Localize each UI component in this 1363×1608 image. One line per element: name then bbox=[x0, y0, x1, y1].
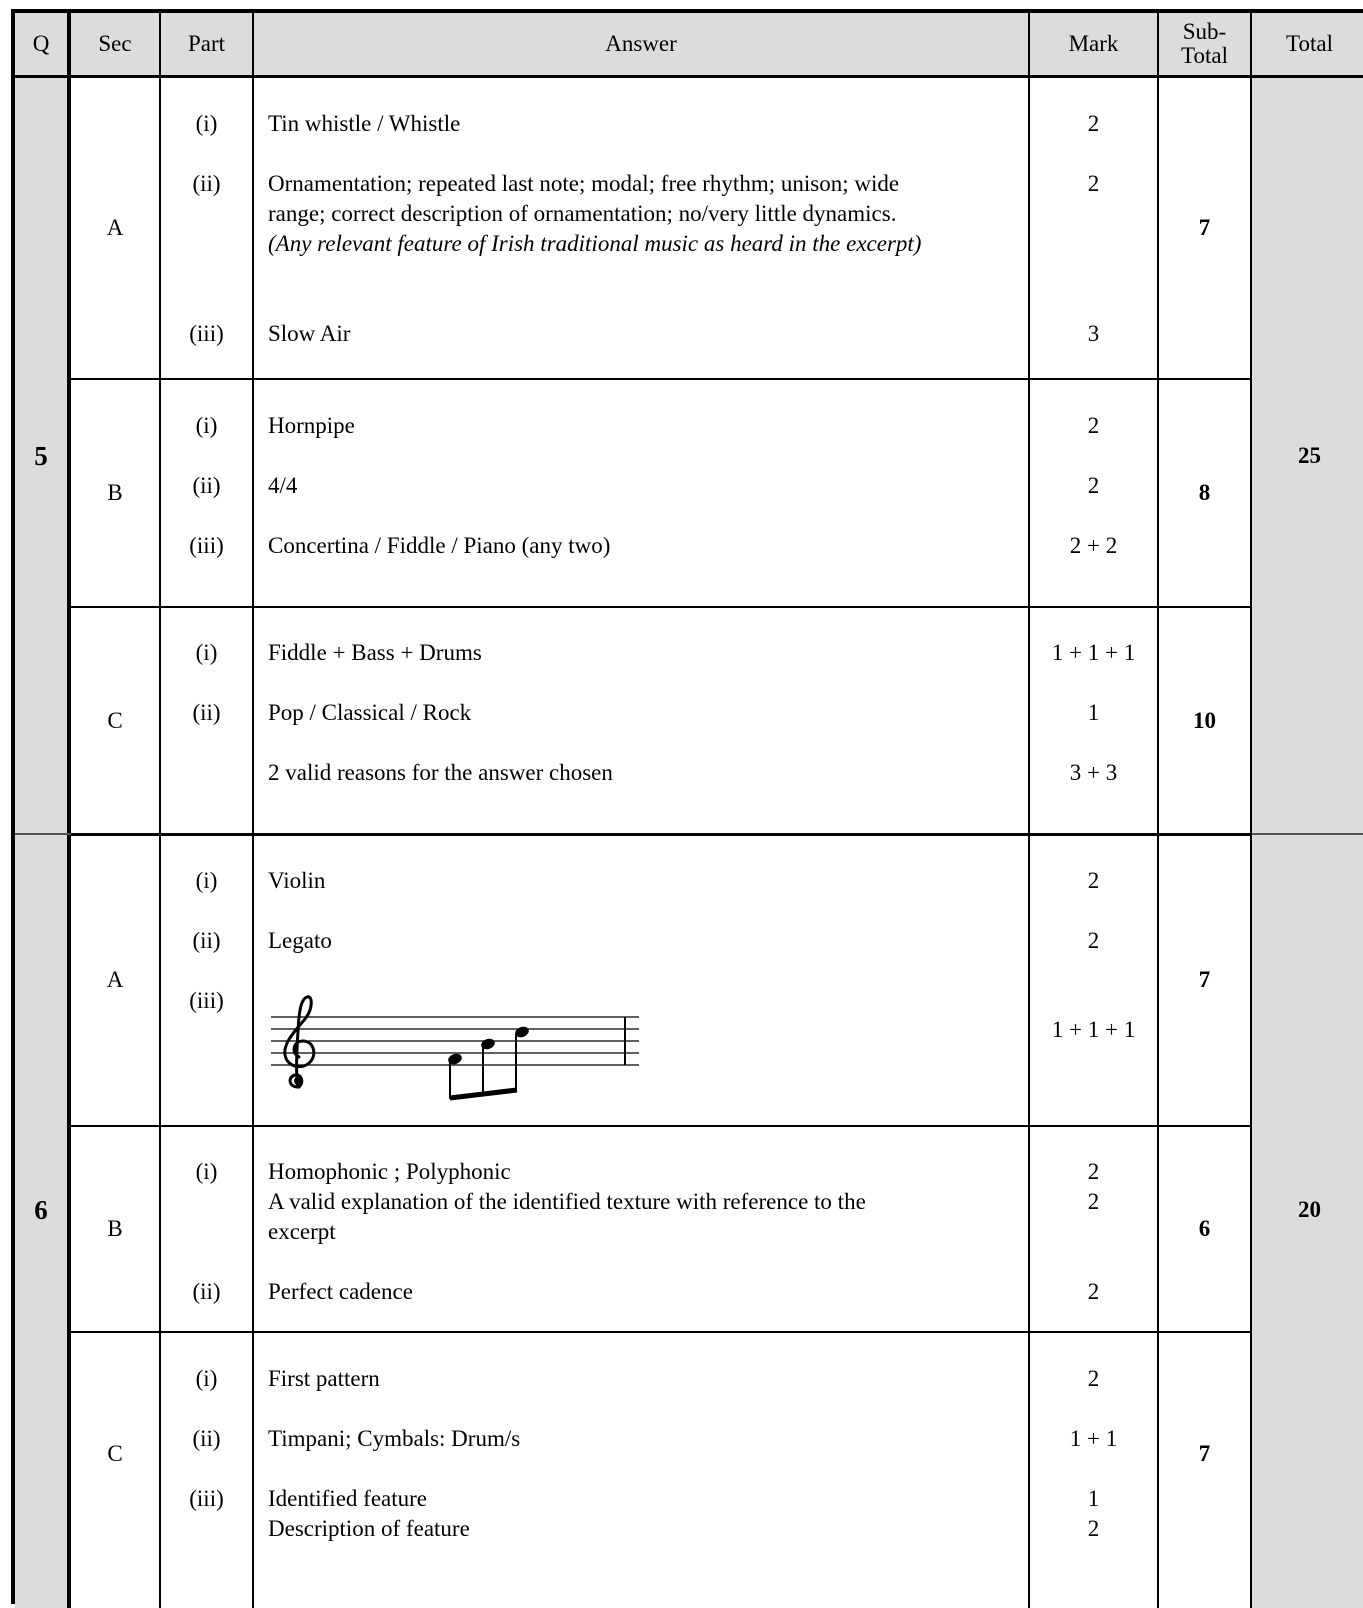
answer-text: 4/4 bbox=[268, 473, 298, 498]
header-subtotal-line1: Sub- bbox=[1182, 19, 1227, 44]
section-divider bbox=[71, 606, 1252, 608]
answer-text: Fiddle + Bass + Drums bbox=[268, 640, 482, 665]
mark-value: 1 + 1 + 1 bbox=[1051, 640, 1136, 665]
header-total: Total bbox=[1252, 13, 1363, 75]
answer-text: Violin bbox=[268, 868, 326, 893]
part-label: (i) bbox=[195, 413, 218, 438]
answer-text: Legato bbox=[268, 928, 332, 953]
mark-value: 2 bbox=[1087, 928, 1100, 953]
mark-value: 2 bbox=[1087, 1516, 1100, 1541]
marking-scheme-table bbox=[11, 9, 1363, 1604]
section-divider bbox=[71, 1331, 1252, 1333]
part-label: (i) bbox=[195, 640, 218, 665]
part-label: (ii) bbox=[192, 473, 221, 498]
answer-text: First pattern bbox=[268, 1366, 380, 1391]
part-label: (ii) bbox=[192, 700, 221, 725]
question-divider bbox=[71, 833, 1252, 836]
question-total: 20 bbox=[1298, 1197, 1321, 1222]
section-subtotal: 10 bbox=[1193, 708, 1216, 733]
mark-value: 1 + 1 bbox=[1069, 1426, 1118, 1451]
answer-text: Description of feature bbox=[268, 1516, 470, 1541]
column-divider bbox=[67, 13, 71, 1608]
header-divider bbox=[15, 75, 1363, 78]
answer-text: Concertina / Fiddle / Piano (any two) bbox=[268, 533, 611, 558]
section-letter: B bbox=[107, 1216, 123, 1241]
section-subtotal: 6 bbox=[1198, 1216, 1211, 1241]
column-divider bbox=[1250, 13, 1252, 1608]
part-label: (iii) bbox=[189, 321, 224, 346]
section-divider bbox=[71, 1125, 1252, 1127]
header-sec: Sec bbox=[71, 13, 159, 75]
answer-text: Timpani; Cymbals: Drum/s bbox=[268, 1426, 521, 1451]
section-letter: B bbox=[107, 480, 123, 505]
mark-value: 2 bbox=[1087, 1279, 1100, 1304]
header-subtotal bbox=[1159, 13, 1250, 75]
answer-text: Ornamentation; repeated last note; modal; free rhythm; unison; wide bbox=[268, 171, 900, 196]
section-letter: C bbox=[107, 1441, 123, 1466]
music-staff-notation bbox=[269, 991, 649, 1101]
answer-text: Perfect cadence bbox=[268, 1279, 413, 1304]
section-letter: A bbox=[106, 215, 124, 240]
part-label: (i) bbox=[195, 1366, 218, 1391]
section-subtotal: 7 bbox=[1198, 215, 1211, 240]
part-label: (ii) bbox=[192, 928, 221, 953]
mark-value: 2 bbox=[1087, 1159, 1100, 1184]
part-label: (i) bbox=[195, 868, 218, 893]
mark-value: 2 bbox=[1087, 1189, 1100, 1214]
mark-value: 2 bbox=[1087, 868, 1100, 893]
part-label: (ii) bbox=[192, 1279, 221, 1304]
mark-value: 3 + 3 bbox=[1069, 760, 1118, 785]
answer-text: Homophonic ; Polyphonic bbox=[268, 1159, 511, 1184]
header-subtotal-line2: Total bbox=[1181, 43, 1228, 68]
answer-text: Hornpipe bbox=[268, 413, 355, 438]
header-q: Q bbox=[15, 13, 67, 75]
header-part: Part bbox=[161, 13, 252, 75]
section-subtotal: 7 bbox=[1198, 967, 1211, 992]
mark-value: 2 bbox=[1087, 1366, 1100, 1391]
column-divider bbox=[1157, 13, 1159, 1608]
answer-text: Pop / Classical / Rock bbox=[268, 700, 472, 725]
header-mark: Mark bbox=[1030, 13, 1157, 75]
mark-value: 3 bbox=[1087, 321, 1100, 346]
part-label: (iii) bbox=[189, 533, 224, 558]
answer-note: (Any relevant feature of Irish traditional music as heard in the excerpt) bbox=[268, 231, 922, 256]
answer-text: Tin whistle / Whistle bbox=[268, 111, 461, 136]
treble-clef-dot-icon bbox=[294, 1077, 302, 1085]
mark-value: 2 bbox=[1087, 171, 1100, 196]
answer-text: range; correct description of ornamentation; no/very little dynamics. bbox=[268, 201, 897, 226]
part-label: (i) bbox=[195, 111, 218, 136]
section-divider bbox=[71, 378, 1252, 380]
question-number: 6 bbox=[34, 1194, 48, 1225]
column-divider bbox=[1028, 13, 1030, 1608]
mark-value: 1 bbox=[1087, 1486, 1100, 1511]
mark-value: 1 bbox=[1087, 700, 1100, 725]
mark-value: 2 bbox=[1087, 111, 1100, 136]
mark-value: 2 + 2 bbox=[1069, 533, 1118, 558]
answer-text: Slow Air bbox=[268, 321, 351, 346]
part-label: (i) bbox=[195, 1159, 218, 1184]
mark-value: 2 bbox=[1087, 413, 1100, 438]
column-divider bbox=[252, 13, 254, 1608]
section-subtotal: 7 bbox=[1198, 1441, 1211, 1466]
part-label: (iii) bbox=[189, 988, 224, 1013]
treble-clef-icon bbox=[285, 997, 314, 1087]
answer-text: excerpt bbox=[268, 1219, 336, 1244]
part-label: (ii) bbox=[192, 1426, 221, 1451]
part-label: (iii) bbox=[189, 1486, 224, 1511]
part-label: (ii) bbox=[192, 171, 221, 196]
section-subtotal: 8 bbox=[1198, 480, 1211, 505]
section-letter: C bbox=[107, 708, 123, 733]
question-total: 25 bbox=[1298, 443, 1321, 468]
column-divider bbox=[159, 13, 161, 1608]
answer-text: A valid explanation of the identified texture with reference to the bbox=[268, 1189, 866, 1214]
section-letter: A bbox=[106, 967, 124, 992]
mark-value: 1 + 1 + 1 bbox=[1051, 1017, 1136, 1042]
answer-text: Identified feature bbox=[268, 1486, 427, 1511]
answer-text: 2 valid reasons for the answer chosen bbox=[268, 760, 613, 785]
header-answer: Answer bbox=[254, 13, 1028, 75]
question-number: 5 bbox=[34, 440, 48, 471]
mark-value: 2 bbox=[1087, 473, 1100, 498]
